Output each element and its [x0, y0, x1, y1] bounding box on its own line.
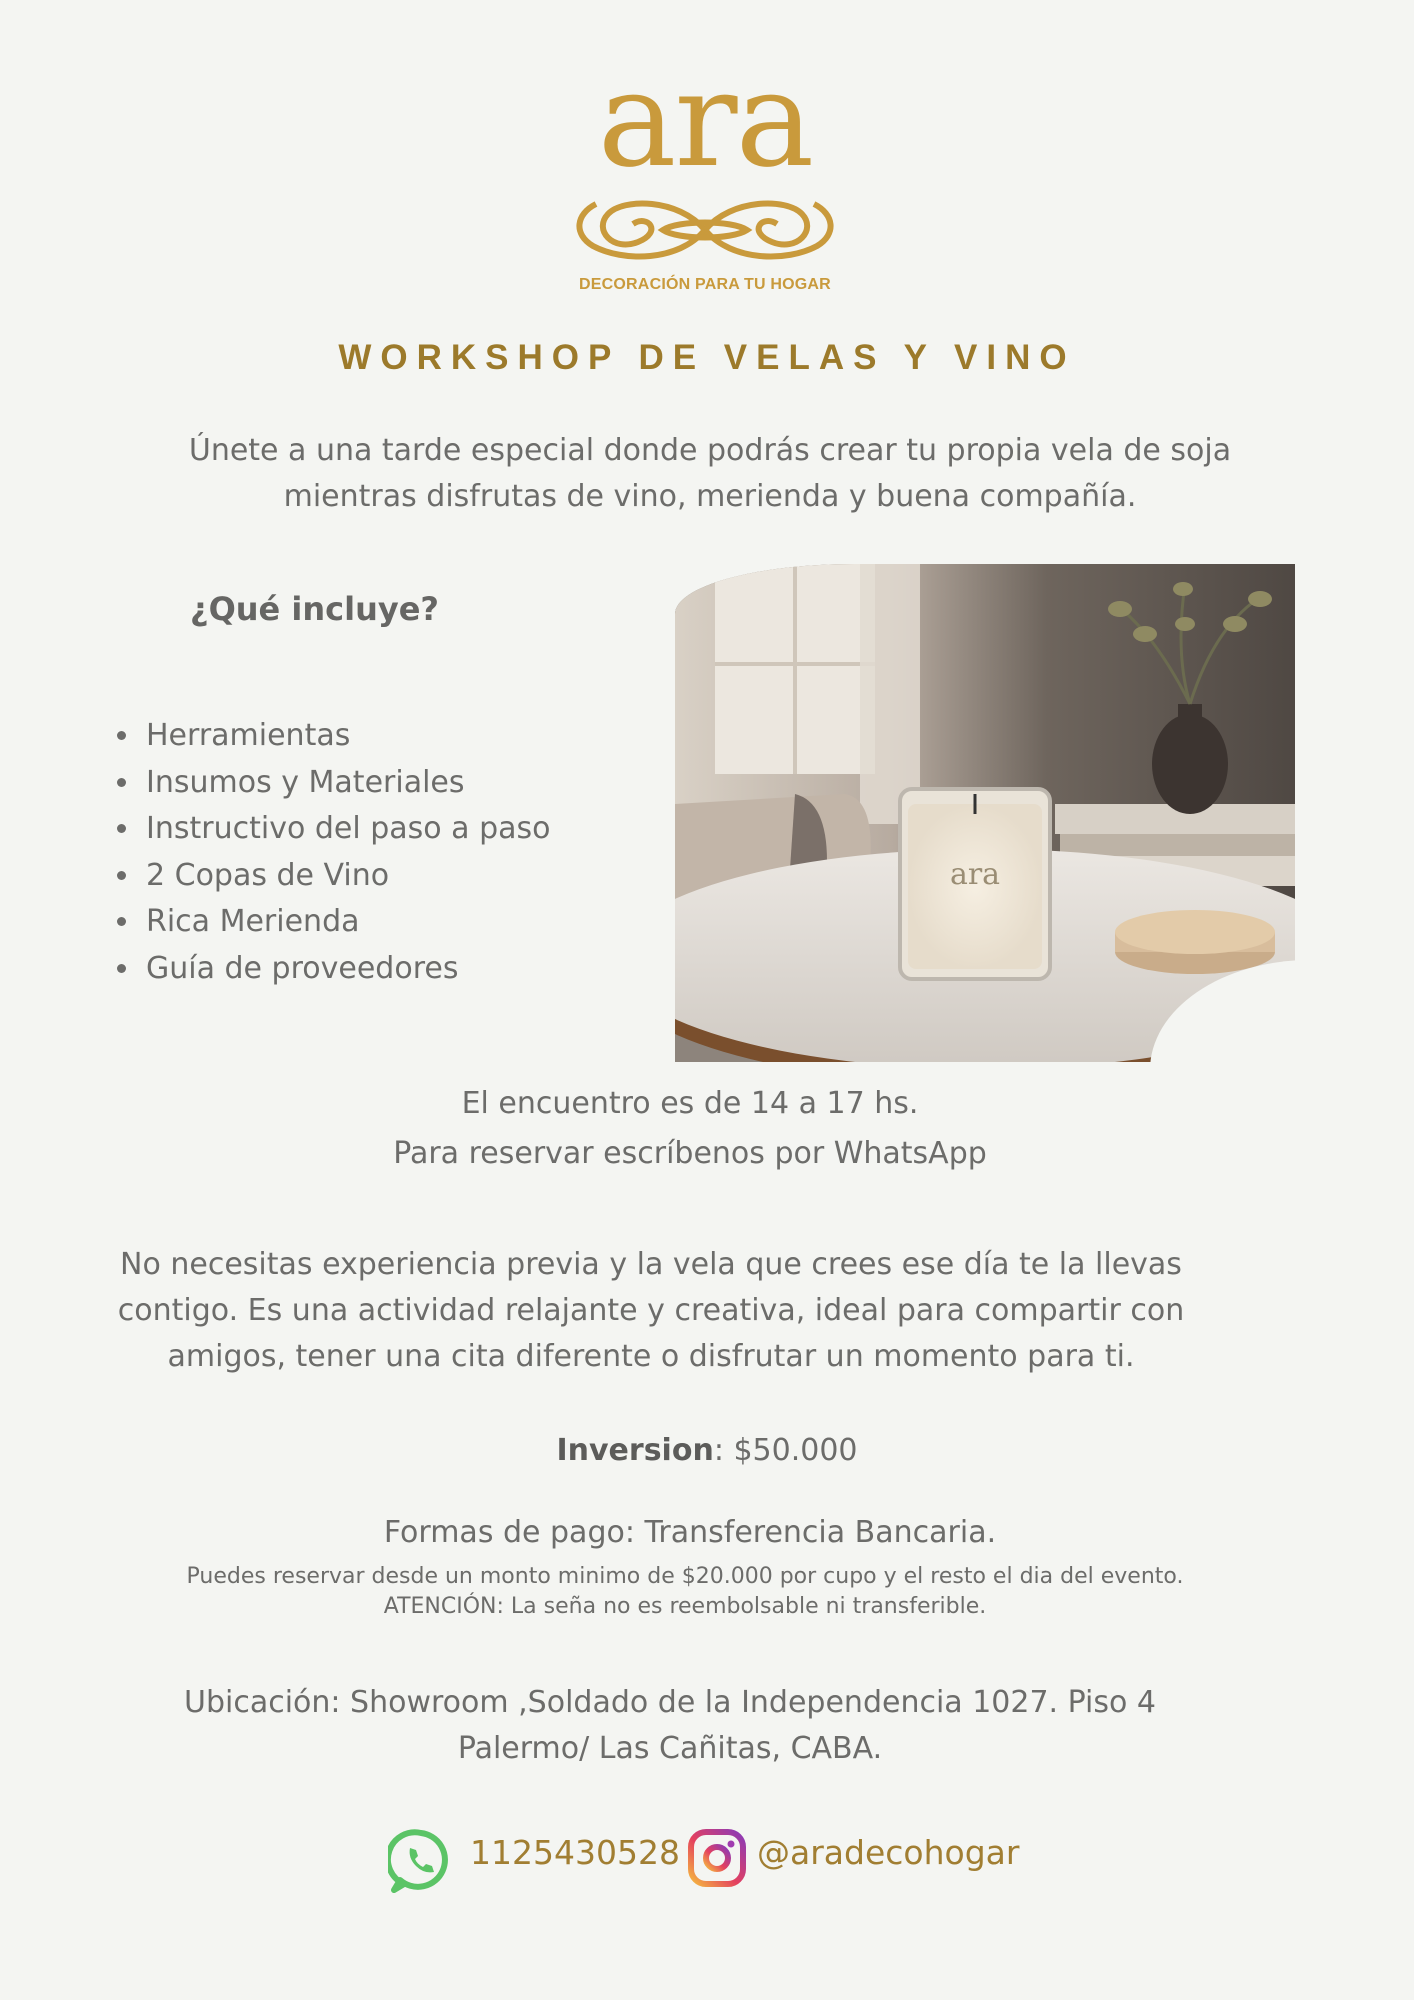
logo-wordmark: ara [597, 43, 813, 197]
intro-line: Únete a una tarde especial donde podrás crear tu propia vela de soja [188, 433, 1232, 468]
payment-note: Puedes reservar desde un monto minimo de $20.000 por cupo y el resto el dia del evento. [186, 1564, 1184, 1589]
schedule-block [0, 1081, 1380, 1177]
about-line: amigos, tener una cita diferente o disfrutar un momento para ti. [167, 1339, 1135, 1374]
logo-tagline: DECORACIÓN PARA TU HOGAR [579, 276, 831, 293]
whatsapp-number[interactable]: 1125430528 [470, 1833, 680, 1872]
about-line: contigo. Es una actividad relajante y creativa, ideal para compartir con [117, 1293, 1185, 1328]
whatsapp-icon[interactable] [388, 1828, 454, 1894]
intro-line: mientras disfrutas de vino, merienda y buena compañía. [283, 479, 1137, 514]
list-item: • Guía de proveedores [142, 946, 551, 993]
page-title: WORKSHOP DE VELAS Y VINO [338, 338, 1076, 377]
price-value: : $50.000 [713, 1433, 858, 1468]
about-paragraph [40, 1242, 1262, 1380]
location-block [60, 1680, 1280, 1772]
infinity-ornament-icon [568, 190, 842, 270]
schedule-reserve: Para reservar escríbenos por WhatsApp [393, 1136, 987, 1171]
list-item: • Rica Merienda [142, 899, 551, 946]
payment-warning: ATENCIÓN: La seña no es reembolsable ni transferible. [383, 1594, 987, 1619]
candle-logo: ara [949, 857, 1001, 892]
includes-list [108, 713, 551, 992]
price-line [0, 1428, 1414, 1474]
list-item: • Insumos y Materiales [142, 760, 551, 807]
brand-logo [560, 43, 850, 302]
schedule-time: El encuentro es de 14 a 17 hs. [461, 1086, 919, 1121]
location-area: Palermo/ Las Cañitas, CABA. [457, 1731, 883, 1766]
list-item: • Instructivo del paso a paso [142, 806, 551, 853]
about-line: No necesitas experiencia previa y la vela que crees ese día te la llevas [120, 1247, 1182, 1282]
intro-paragraph [60, 428, 1360, 520]
location-address: Ubicación: Showroom ,Soldado de la Independencia 1027. Piso 4 [184, 1685, 1156, 1720]
list-item: • 2 Copas de Vino [142, 853, 551, 900]
includes-heading: ¿Qué incluye? [190, 590, 439, 628]
list-item: • Herramientas [142, 713, 551, 760]
price-label: Inversion [556, 1433, 714, 1468]
instagram-icon[interactable] [687, 1828, 747, 1888]
payment-methods: Formas de pago: Transferencia Bancaria. [383, 1515, 997, 1550]
instagram-handle[interactable]: @aradecohogar [757, 1833, 1020, 1872]
